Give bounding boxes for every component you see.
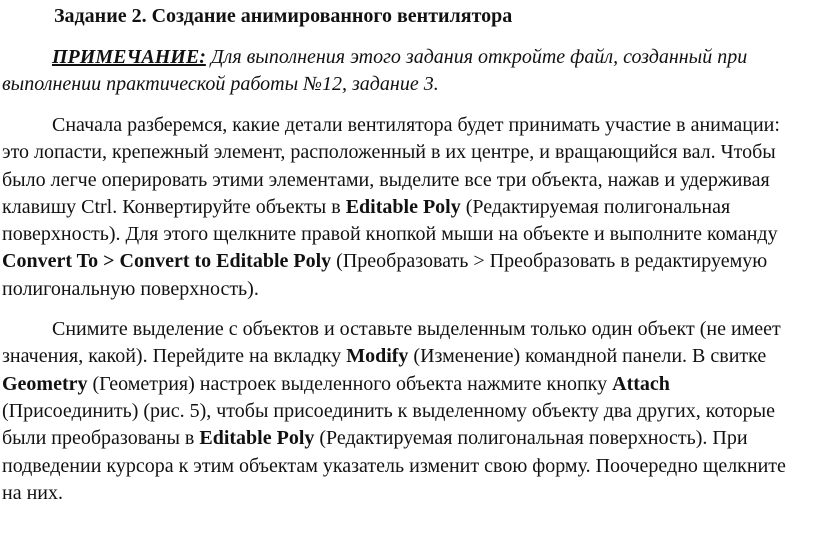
editable-poly-term: Editable Poly [345, 195, 461, 218]
geometry-term: Geometry [2, 372, 88, 395]
paragraph-attach-text-1: Снимите выделение с объектов и оставьте выделенным только один объект (не имеет значения, какой). Перейдите на вкладку [2, 318, 781, 368]
modify-term: Modify [346, 345, 409, 368]
paragraph-convert-text-1: Сначала разберемся, какие детали вентилятора будет принимать участие в анимации: это лопасти, крепежный элемент, расположенный в их центре, и вращающийся вал. Чтобы было легче оперировать этими элементами, выделите все три объекта, нажав и удерживая клавишу Ctrl. Конвертируйте объекты в [2, 114, 780, 218]
paragraph-attach-text-3: (Геометрия) настроек выделенного объекта нажмите кнопку [87, 372, 613, 395]
paragraph-convert-text-3: (Преобразовать > Преобразовать в редактируемую полигональную поверхность). [2, 250, 768, 300]
paragraph-attach [2, 316, 810, 507]
task-heading: Задание 2. Создание анимированного вентилятора [54, 5, 513, 27]
paragraph-attach-text-5: (Редактируемая полигональная поверхность). При подведении курсора к этим объектам указатель изменит свою форму. Поочередно щелкните на них. [2, 427, 786, 504]
note-label: ПРИМЕЧАНИЕ: [52, 46, 206, 68]
convert-command-term: Convert To > Convert to Editable Poly [2, 250, 332, 273]
attach-term: Attach [612, 372, 670, 395]
editable-poly-term-2: Editable Poly [199, 427, 315, 450]
paragraph-attach-text-2: (Изменение) командной панели. В свитке [408, 345, 767, 368]
note-paragraph [2, 44, 810, 98]
paragraph-convert [2, 112, 810, 303]
paragraph-convert-text-2: (Редактируемая полигональная поверхность). Для этого щелкните правой кнопкой мыши на объекте и выполните команду [2, 195, 778, 246]
note-text: Для выполнения этого задания откройте файл, созданный при выполнении практической работы №12, задание 3. [2, 46, 748, 95]
paragraph-attach-text-4: (Присоединить) (рис. 5), чтобы присоединить к выделенному объекту два других, которые были преобразованы в [2, 399, 775, 450]
